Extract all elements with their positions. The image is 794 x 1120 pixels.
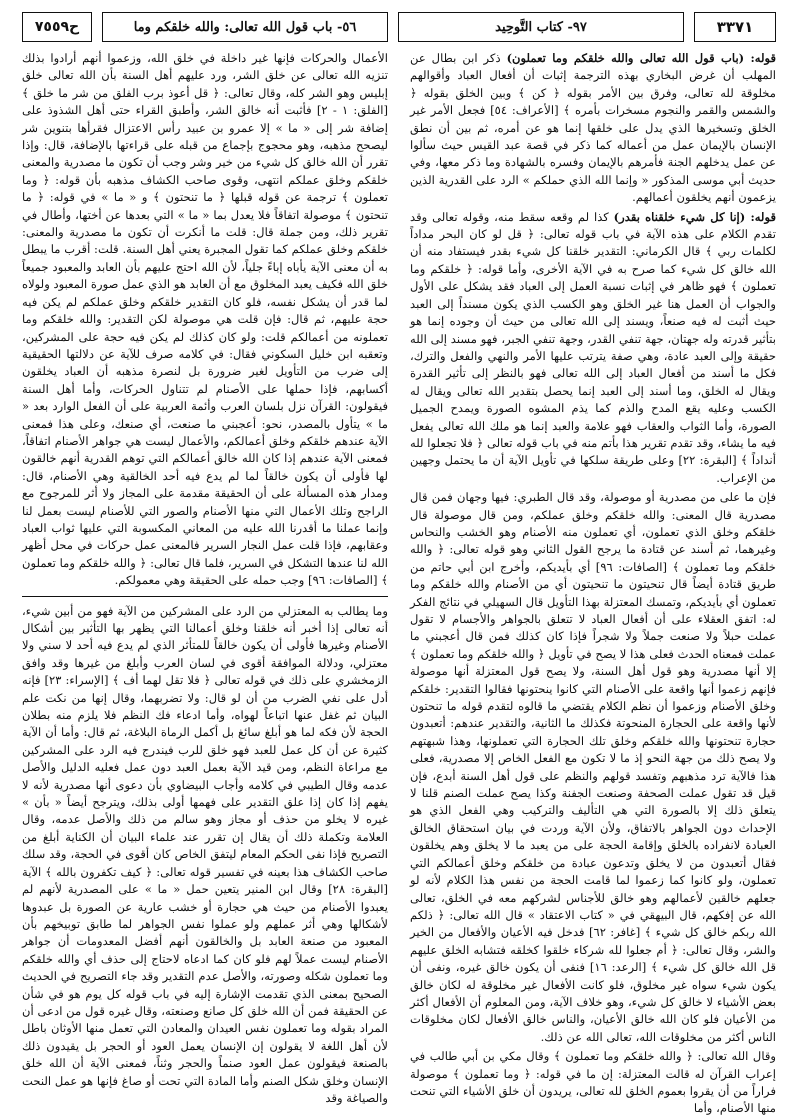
- paragraph-text: وقال الله تعالى: ﴿ والله خلقكم وما تعملون ﴾ وقال مكي بن أبي طالب في إعراب القرآن له قالت المعتزلة: إن ما في قوله: ﴿ وما تعملون ﴾ موصولة فراراً من أن يقروا بعموم الخلق لله تعالى، يريدون أن خلق الأشياء التي تنحت منها الأصنام، وأما: [410, 1049, 776, 1116]
- page: [22, 12, 777, 1116]
- paragraph: [22, 50, 388, 590]
- hadith-number: ح٧٥٥٩: [22, 12, 92, 42]
- paragraph-text: كذا لم وقعه سقط منه، وقوله تعالى وقد تقدم الكلام على هذه الآية في باب قوله تعالى: ﴿ قل لو كان البحر مداداً لكلمات ربي ﴾ قال الكرماني: التقدير خلقنا كل شيء بقدر فيستفاد منه أن الله خالق كل شيء كما صرح به في الآية الأخرى، وأما قوله: ﴿ خلقكم وما تعملون ﴾ فهو ظاهر في إثبات نسبة العمل إلى العباد فقد يشكل على الأول والجواب أن العمل هنا غير الخلق وهو الكسب الذي يكون مسنداً إلى العبد حيث أثبت له فيه صنعاً، ويسند إلى الله تعالى من حيث أن وجوده إنما هو بتأثير قدرته وله جهتان، جهة تنفي القدر، وجهة تنفي الجبر، فهو مسند إلى الله حقيقة وإلى العبد عادة، وهي صفة يترتب عليها الأمر والنهي والفعل والترك، فكل ما أسند من أفعال العباد إلى الله تعالى فهو بالنظر إلى تأثير القدرة ويقال له الخلق، وما أسند إلى العبد إنما يحصل بتقدير الله تعالى ويقال له الكسب وعليه يقع المدح والذم كما يذم المشوه الصورة ويمدح الجميل الصورة، وأما الثواب والعقاب فهو علامة والعبد إنما هو ملك الله تعالى يفعل فيه ما يشاء، وقد تقدم تقرير هذا بأتم منه في باب قوله تعالى ﴿ فلا تجعلوا لله أنداداً ﴾ [البقرة: ٢٢] وعلى طريقة سلكها في تأويل الآية أن ما يحتمل وجهين من الإعراب.: [410, 209, 776, 485]
- divider: [22, 596, 388, 597]
- paragraph: [410, 209, 776, 488]
- paragraph: [22, 603, 388, 1108]
- paragraph: [410, 50, 776, 207]
- right-column: [410, 50, 777, 1116]
- paragraph-text: وما يطالب به المعتزلي من الرد على المشركين من الآية فهو من أبين شيء، أنه تعالى إذا أخبر أنه خلقنا وخلق أعمالنا التي يظهر بها التأثير بين أشكال الأصنام وغيرها فأولى أن يكون خالقاً للمتأثر الذي لم يدع فيه أحد لا سني ولا معتزلي، ودلالة الموافقة أقوى في لسان العرب وأبلغ من غيرها وقد وافق الزمخشري على ذلك في قوله تعالى ﴿ فلا تقل لهما أف ﴾ [الإسراء: ٢٣] فإنه أدل على نفي الضرب من أن لو قال: ولا تضربهما، وقال إنها من نكت علم البيان ثم غفل عنها اتباعاً لهواه، وأما ادعاء فك النظم فلا يلزم منه بطلان الحجة لأن فكه لما هو أبلغ سائغ بل أكمل الرماة البلاغة، ثم قال: وأما أن الآية كثيرة عن أن كل عمل للعبد فهو خلق للرب فيندرج فيه الرد على المشركين مع مراعاة النظم، ومن قيد الآية بعمل العبد دون عمل فعليه الدليل والأصل عدمه وقال الطيبي في كلامه وأجاب البيضاوي بأن دعوى أنها مصدرية لأنه لا يفهم إذا كان إذا علق التقدير على فهمها أولى بذلك، ويترجح أيضاً « بأن » غيره لا يخلو من حذف أو مجاز وهو سالم من ذلك والأصل عدمه، وقال العلامة وتكملة ذلك أن يقال إن تقرر عند علماء البيان أن الكناية أبلغ من التصريح فإذا نفى الحكم المعام ليتفق الخاص كان أقوى في الحجة، وقد سلك صاحب الكشاف هذا بعينه في تفسير قوله تعالى: ﴿ كيف تكفرون بالله ﴾ الآية [البقرة: ٢٨] وقال ابن المنير يتعين حمل « ما » على المصدرية لأنهم لم يعبدوا الأصنام من حيث هي حجارة أو خشب عارية عن الصورة بل عبدوها لأشكالها وهي أثر عملهم ولو عملوا نفس الجواهر لما طابق توبيخهم بأن المعبود من صنعة العابد بل والخالقون أنهم أفضل المعدومات أن جواهر الأصنام ليست عملاً لهم فلو كان كما ادعاه لاحتاج إلى حذف أي والله خلقكم وما تعملون شكله وصورته، والأصل عدم التقدير وقد جاء التصريح في الحديث الصحيح بمعنى الذي تقدمت الإشارة إليه في باب قوله كل يوم هو في شأن عن الحقيقة فمن أن الله خلق كل صانع وصنعته، وقال غيره قول من ادعى أن المراد بقوله وما تعملون نفس العيدان والمعادن التي تعمل منها الأوثان باطل لأن أهل اللغة لا يقولون إن الإنسان يعمل العود أو الحجر بل يقيدون ذلك بالصنعة فيقولون عمل العود صنماً والحجر وثناً، فمعنى الآية أن الله خلق الإنسان وخلق شكل الصنم وأما المادة التي تحت أو صاغ فإنها هو عمل النحت والصياغة وقد: [22, 603, 388, 1105]
- paragraph-lead: قوله: (باب قول الله تعالى والله خلقكم وما تعملون): [506, 51, 777, 65]
- left-column: [22, 50, 388, 1106]
- paragraph-text: الأعمال والحركات فإنها غير داخلة في خلق الله، وزعموا أنهم أرادوا بذلك تنزيه الله تعالى عن خلق الشر، ورد عليهم أهل السنة بأن الله تعالى خلق إبليس وهو الشر كله، وقال تعالى: ﴿ قل أعوذ برب الفلق من شر ما خلق ﴾ [الفلق: ١ - ٢] فأثبت أنه خالق الشر، وأطبق القراء حتى أهل الشذوذ على إضافة شر إلى « ما » إلا عمرو بن عبيد رأس الاعتزال فقرأها بتنوين شر ليصحح مذهبه، وهو محجوج بإجماع من قبله على قراءتها بالإضافة، قال: وإذا تقرر أن الله خالق كل شيء من خير وشر وجب أن تكون ما مصدرية والمعنى خلقكم وخلق عملكم انتهى، وقوى صاحب الكشاف مذهبه بأن قوله: ﴿ وما تعملون ﴾ ترجمة عن قوله قبلها ﴿ ما تنحتون ﴾ و « ما » في قوله: ﴿ ما تنحتون ﴾ موصولة اتفاقاً فلا يعدل بما « ما » التي بعدها عن أختها، وأطال في تقرير ذلك، ومن جملة قال: قلت ما أنكرت أن تكون ما مصدرية والمعنى: خلقكم وخلق عملكم كما تقول المجبرة يعني أهل السنة. قلت: أقرب ما يبطل به أن معنى الآية يأباه إباءً جلياً، لأن الله احتج عليهم بأن العابد والمعبود جميعاً خلق الله فكيف يعبد المخلوق مع أن العابد هو الذي عمل صورة المعبود ولولاه لما قدر أن يشكل نفسه، فلو كان التقدير خلقكم وخلق عملكم لم يكن فيه حجة عليهم، ثم قال: فإن قلت هي موصولة لكن التقدير: والله خلقكم وما تعملونه من أعمالكم قلت: ولو كان كذلك لم يكن فيه حجة على المشركين، وتعقبه ابن خليل السكوني فقال: في كلامه صرف للآية عن دلالتها الحقيقية إلى ضرب من التأويل لغير ضرورة بل لنصرة مذهبه أن العباد يخلقون أكسابهم، فإذا حملها على الأصنام لم تتناول الحركات، وأما أهل السنة فيقولون: القرآن نزل بلسان العرب وأئمة العربية على أن الفعل الوارد بعد « ما » يتأول بالمصدر، نحو: أعجبني ما صنعت، أي صنعك، وعلى هذا فمعنى الآية عندهم خلقكم وخلق أعمالكم، والأعمال ليست هي جواهر الأصنام اتفاقاً، فمعنى الآية عندهم إذا كان الله خالق أعمالكم التي توهم القدرية أنهم خالقون لها فأولى أن يكون خالقاً لما لم يدع فيه أحد الخالقية وهي الأصنام، قال: ومدار هذه المسألة على أن الحقيقة مقدمة على المجاز ولا أثر للمرجوح مع الراجح وتلك الأعمال التي منها الأصنام والصور التي للأصنام ليست بعمل لنا وإنما عملنا ما أقدرنا الله عليه من المعاني المكسوبة التي عليها ثواب العباد وعقابهم، فإذا قلت عمل النجار السرير فالمعنى عمل حركات في محل أظهر الله لنا عندها التشكل في السرير، فلما قال تعالى: ﴿ والله خلقكم وما تعملون ﴾ [الصافات: ٩٦] وجب حمله على الحقيقة وهي معمولكم.: [22, 51, 388, 588]
- paragraph-lead: قوله: (إنا كل شيء خلقناه بقدر): [613, 209, 776, 224]
- chapter-title: ٩٧- كتاب التَّوحِيد: [398, 12, 684, 42]
- page-header: [22, 12, 776, 42]
- paragraph-text: فإن ما على من مصدرية أو موصولة، وقد قال الطبري: فيها وجهان فمن قال مصدرية قال المعنى: والله خلقكم وخلق عملكم، ومن قال موصولة قال خلقكم وخلق الذي تعملون، أي تعملون منه الأصنام وهو الخشب والنحاس وغيرهما، ثم أسند عن قتادة ما يرجح القول الثاني وهو قوله تعالى: ﴿ والله خلقكم وما تعملون ﴾ [الصافات: ٩٦] أي بأيديكم، وأخرج ابن أبي حاتم من طريق قتادة أيضاً قال تنحيتون ما تنحيتون أي من الأصنام والله خلقكم وما تعملون أي بأيديكم، وتمسك المعتزلة بهذا التأويل قال السهيلي في نتائج الفكر له: اتفق العقلاء على أن أفعال العباد لا تتعلق بالجواهر والأجسام لا تقول عملت حبلاً ولا صنعت جملاً ولا شجراً فإذا كان كذلك فمن قال أعجبني ما عملت فمعناه الحدث فعلى هذا لا يصح في تأويل ﴿ والله خلقكم وما تعملون ﴾ إلا أنها مصدرية وهو قول أهل السنة، ولا يصح قول المعتزلة أنها موصولة فإنهم زعموا أنها واقعة على الأصنام التي كانوا ينحتونها فقالوا التقدير: خلقكم وخلق الأصنام وزعموا أن نظم الكلام يقتضي ما قالوه لتقدم قوله ما تنحتون لأنها واقعة على الحجارة المنحوتة فكذلك ما الثانية، والتقدير عندهم: أتعبدون حجارة تنحتونها والله خلقكم وخلق تلك الحجارة التي تعملونها، وهذا شبهتهم ولا يصح ذلك من جهة النحو إذ ما لا تكون مع الفعل الخاص إلا مصدرية، فعلى هذا فالآية ترد مذهبهم وتفسد قولهم والنظم على قول أهل السنة أبدع، فإن قيل قد تقول عملت الصحفة وصنعت الجفنة وكذا يصح عملت الصنم قلنا لا يتعلق ذلك إلا بالصورة التي هي التأليف والتركيب وهي الفعل الذي هو الإحداث دون الجواهر بالاتفاق، ولأن الآية وردت في بيان استحقاق الخالق العبادة لانفراده بالخلق وإقامة الحجة على من يعبد ما لا يخلق وهم يخلقون فقال أتعبدون من لا يخلق وتدعون عبادة من خلقكم وخلق أعمالكم التي تعملون، ولو كانوا كما زعموا لما قامت الحجة من نفس هذا الكلام لأنه لو جعلهم خالقين لأعمالهم وهو خالق للأجناس لشركهم معه في الخلق، تعالى الله عن إفكهم، قال البيهقي في « كتاب الاعتقاد » قال الله تعالى: ﴿ ذلكم الله ربكم خالق كل شيء ﴾ [غافر: ٦٢] فدخل فيه الأعيان والأفعال من الخير والشر، وقال تعالى: ﴿ أم جعلوا لله شركاء خلقوا كخلقه فتشابه الخلق عليهم قل الله خالق كل شيء ﴾ [الرعد: ١٦] فنفى أن يكون خالق غيره، ونفى أن يكون شيء سواه غير مخلوق، فلو كانت الأفعال غير مخلوقة له لكان خالق بعض الأشياء لا خالق كل شيء، وهو خلاف الآية، ومن المعلوم أن الأفعال أكثر من الأعيان فلو كان الله خالق الأعيان، والناس خالق الأفعال لكان مخلوقات الناس أكثر من مخلوقات الله، تعالى الله عن ذلك.: [410, 490, 776, 1044]
- text-columns: [22, 50, 777, 1116]
- bab-title: ٥٦- باب قول الله تعالى: والله خلقكم وما: [102, 12, 388, 42]
- paragraph-text: ذكر ابن بطال عن المهلب أن غرض البخاري بهذه الترجمة إثبات أن أفعال العباد وأقوالهم مخلوقة لله تعالى، وفرق بين الأمر بقوله ﴿ كن ﴾ وبين الخلق بقوله ﴿ والشمس والقمر والنجوم مسخرات بأمره ﴾ [الأعراف: ٥٤] فجعل الأمر غير الخلق وتسخيرها الذي يدل على خلقها إنما هو عن أمره، ثم بين أن نطق الإنسان بالإيمان عمل من أعماله كما ذكر في قصة عبد القيس حيث سألوا عن عمل يدخلهم الجنة فأمرهم بالإيمان وفسره بالشهادة وما ذكر معها، وفي حديث أبي موسى المذكور « وإنما الله الذي حملكم » الرد على القدرية الذين يزعمون أنهم يخلقون أعمالهم.: [410, 51, 776, 205]
- paragraph: [410, 489, 776, 1046]
- page-number: ٣٣٧١: [694, 12, 776, 42]
- paragraph: [410, 1048, 776, 1118]
